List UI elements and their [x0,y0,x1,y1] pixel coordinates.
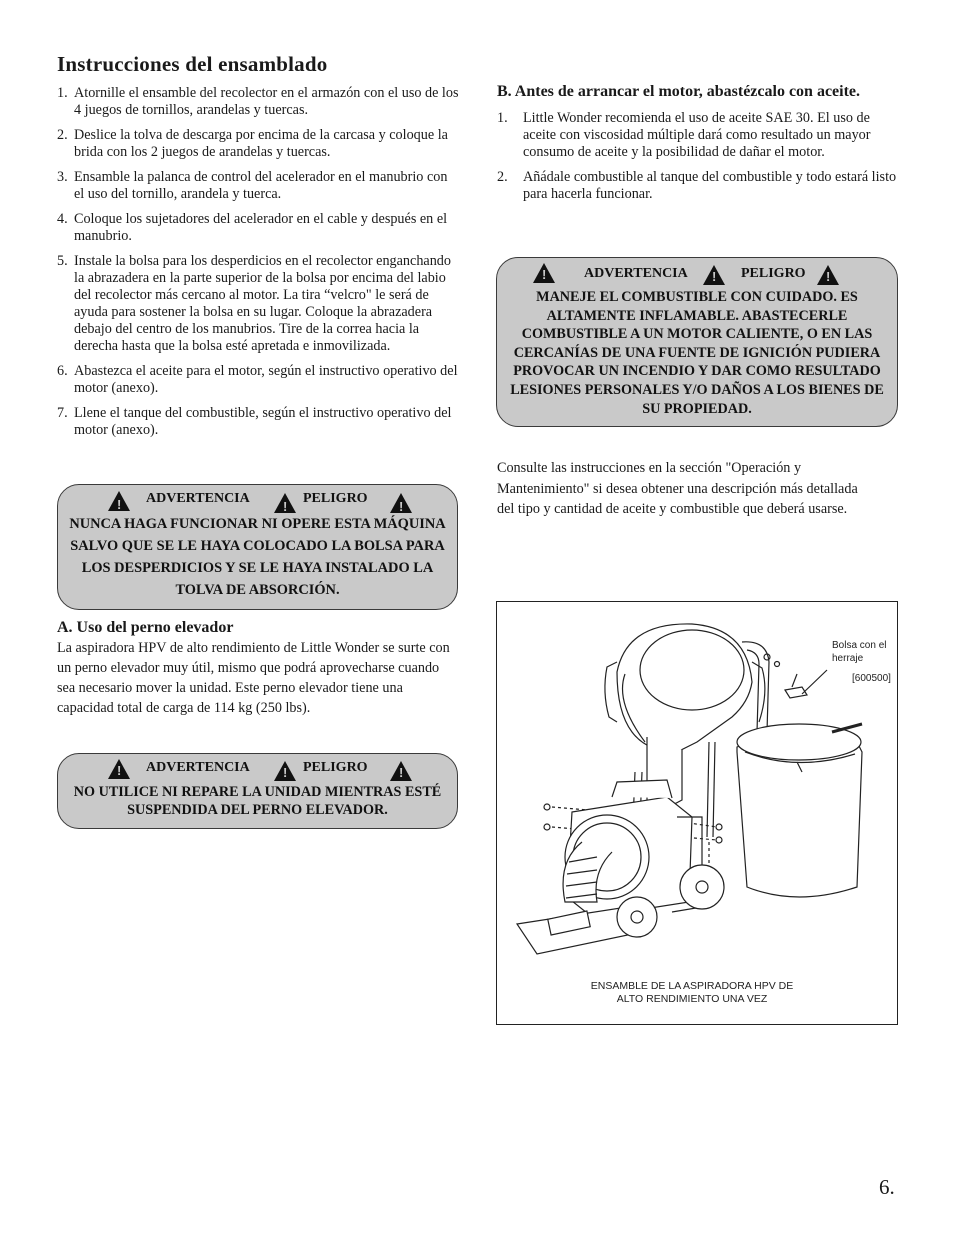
callout-line: Bolsa con el [832,640,887,651]
warning-label-peligro: PELIGRO [303,760,368,775]
warning-triangle-icon [274,761,296,781]
step-text: Deslice la tolva de descarga por encima de la carcasa y coloque la brida con los 2 juegos de arandelas y tuercas. [74,127,448,160]
step-number: 3. [57,169,68,185]
warning-text: NO UTILICE NI REPARE LA UNIDAD MIENTRAS ESTÉ SUSPENDIDA DEL PERNO ELEVADOR. [73,784,442,818]
step-number: 2. [497,169,508,185]
figure-part-number: [600500] [852,673,891,684]
warning-triangle-icon [533,263,555,283]
step-number: 4. [57,211,68,227]
step-text: Little Wonder recomienda el uso de aceite SAE 30. El uso de aceite con viscosidad múltiple dará como resultado un mayor consumo de aceite y la posibilidad de dañar el motor. [523,110,871,160]
right-column [497,82,898,211]
warning-text: MANEJE EL COMBUSTIBLE CON CUIDADO. ES ALTAMENTE INFLAMABLE. ABASTECERLE COMBUSTIBLE A UN MOTOR CALIENTE, O EN LAS CERCANÍAS DE UNA FUENTE DE IGNICIÓN PUDIERA PROVOCAR UN INCENDIO Y DAR COMO RESULTADO LESIONES PERSONALES Y/O DAÑOS A LOS BIENES DE SU PROPIEDAD. [510,289,884,417]
warning-label-advertencia: ADVERTENCIA [584,266,688,281]
section-a-text: La aspiradora HPV de alto rendimiento de Little Wonder se surte con un perno elevador muy útil, mismo que podrá aprovecharse cuando sea necesario mover la unidad. Este perno elevador tiene una capacidad total de carga de 114 kg (250 lbs). [57,640,450,716]
warning-label-peligro: PELIGRO [741,266,806,281]
step-text: Abastezca el aceite para el motor, según el instructivo operativo del motor (anexo). [74,363,458,396]
warning-triangle-icon [703,265,725,285]
step-item [497,169,898,203]
warning-header [58,485,457,507]
step-item [57,127,459,161]
step-number: 1. [57,85,68,101]
step-text: Coloque los sujetadores del acelerador en el cable y después en el manubrio. [74,211,448,244]
step-number: 6. [57,363,68,379]
caption-line: ENSAMBLE DE LA ASPIRADORA HPV DE [590,980,794,992]
warning-triangle-icon [108,491,130,511]
oil-steps [497,110,898,203]
warning-label-peligro: PELIGRO [303,491,368,506]
step-item [57,253,459,355]
step-item [57,363,459,397]
warning-box-fuel [496,257,898,427]
page-title: Instrucciones del ensamblado [57,52,328,76]
assembly-figure [496,601,898,1025]
step-text: Llene el tanque del combustible, según el instructivo operativo del motor (anexo). [74,405,452,438]
step-text: Instale la bolsa para los desperdicios en el recolector enganchando la abrazadera en la parte superior de la bolsa por encima del labio del recolector más cercano al motor. La tira “velcro" le será de ayuda para sostener la bolsa en su lugar. Coloque la abrazadera debajo del centro de los manubrios. Tire de la correa hacia la derecha hasta que la bolsa esté apretada e inmovilizada. [74,253,451,354]
warning-triangle-icon [390,761,412,781]
warning-box-bag [57,484,458,610]
assembly-illustration [497,602,897,1024]
step-text: Añádale combustible al tanque del combustible y todo estará listo para hacerla funcionar. [523,169,897,202]
warning-text: NUNCA HAGA FUNCIONAR NI OPERE ESTA MÁQUINA SALVO QUE SE LE HAYA COLOCADO LA BOLSA PARA LOS DESPERDICIOS Y SE LE HAYA INSTALADO LA TOLVA DE ABSORCIÓN. [69,516,446,598]
section-a-heading: A. Uso del perno elevador [57,619,234,636]
warning-label-advertencia: ADVERTENCIA [146,491,250,506]
warning-header [497,258,897,280]
warning-label-advertencia: ADVERTENCIA [146,760,250,775]
assembly-steps [57,85,459,439]
page-number: 6. [879,1175,895,1199]
step-item [497,110,898,161]
step-number: 2. [57,127,68,143]
step-text: Atornille el ensamble del recolector en el armazón con el uso de los 4 juegos de tornillos, arandelas y tuercas. [74,85,459,118]
step-number: 7. [57,405,68,421]
step-item [57,169,459,203]
section-lift-bolt [57,619,459,718]
figure-caption [537,980,847,1006]
step-item [57,85,459,119]
callout-line: herraje [832,653,864,664]
warning-triangle-icon [108,759,130,779]
figure-callout [832,639,886,665]
left-column [57,52,459,447]
warning-triangle-icon [390,493,412,513]
section-b-heading: B. Antes de arrancar el motor, abastézcalo con aceite. [497,83,861,100]
warning-triangle-icon [274,493,296,513]
consult-text: Consulte las instrucciones en la sección "Operación y Mantenimiento" si desea obtener una descripción más detallada del tipo y cantidad de aceite y combustible que deberá usarse. [497,460,858,517]
step-item [57,211,459,245]
step-number: 1. [497,110,508,126]
warning-box-lift [57,753,458,829]
step-text: Ensamble la palanca de control del acelerador en el manubrio con el uso del tornillo, arandela y tuerca. [74,169,448,202]
warning-header [58,754,457,776]
step-number: 5. [57,253,68,269]
warning-triangle-icon [817,265,839,285]
caption-line: ALTO RENDIMIENTO UNA VEZ [616,993,768,1005]
step-item [57,405,459,439]
